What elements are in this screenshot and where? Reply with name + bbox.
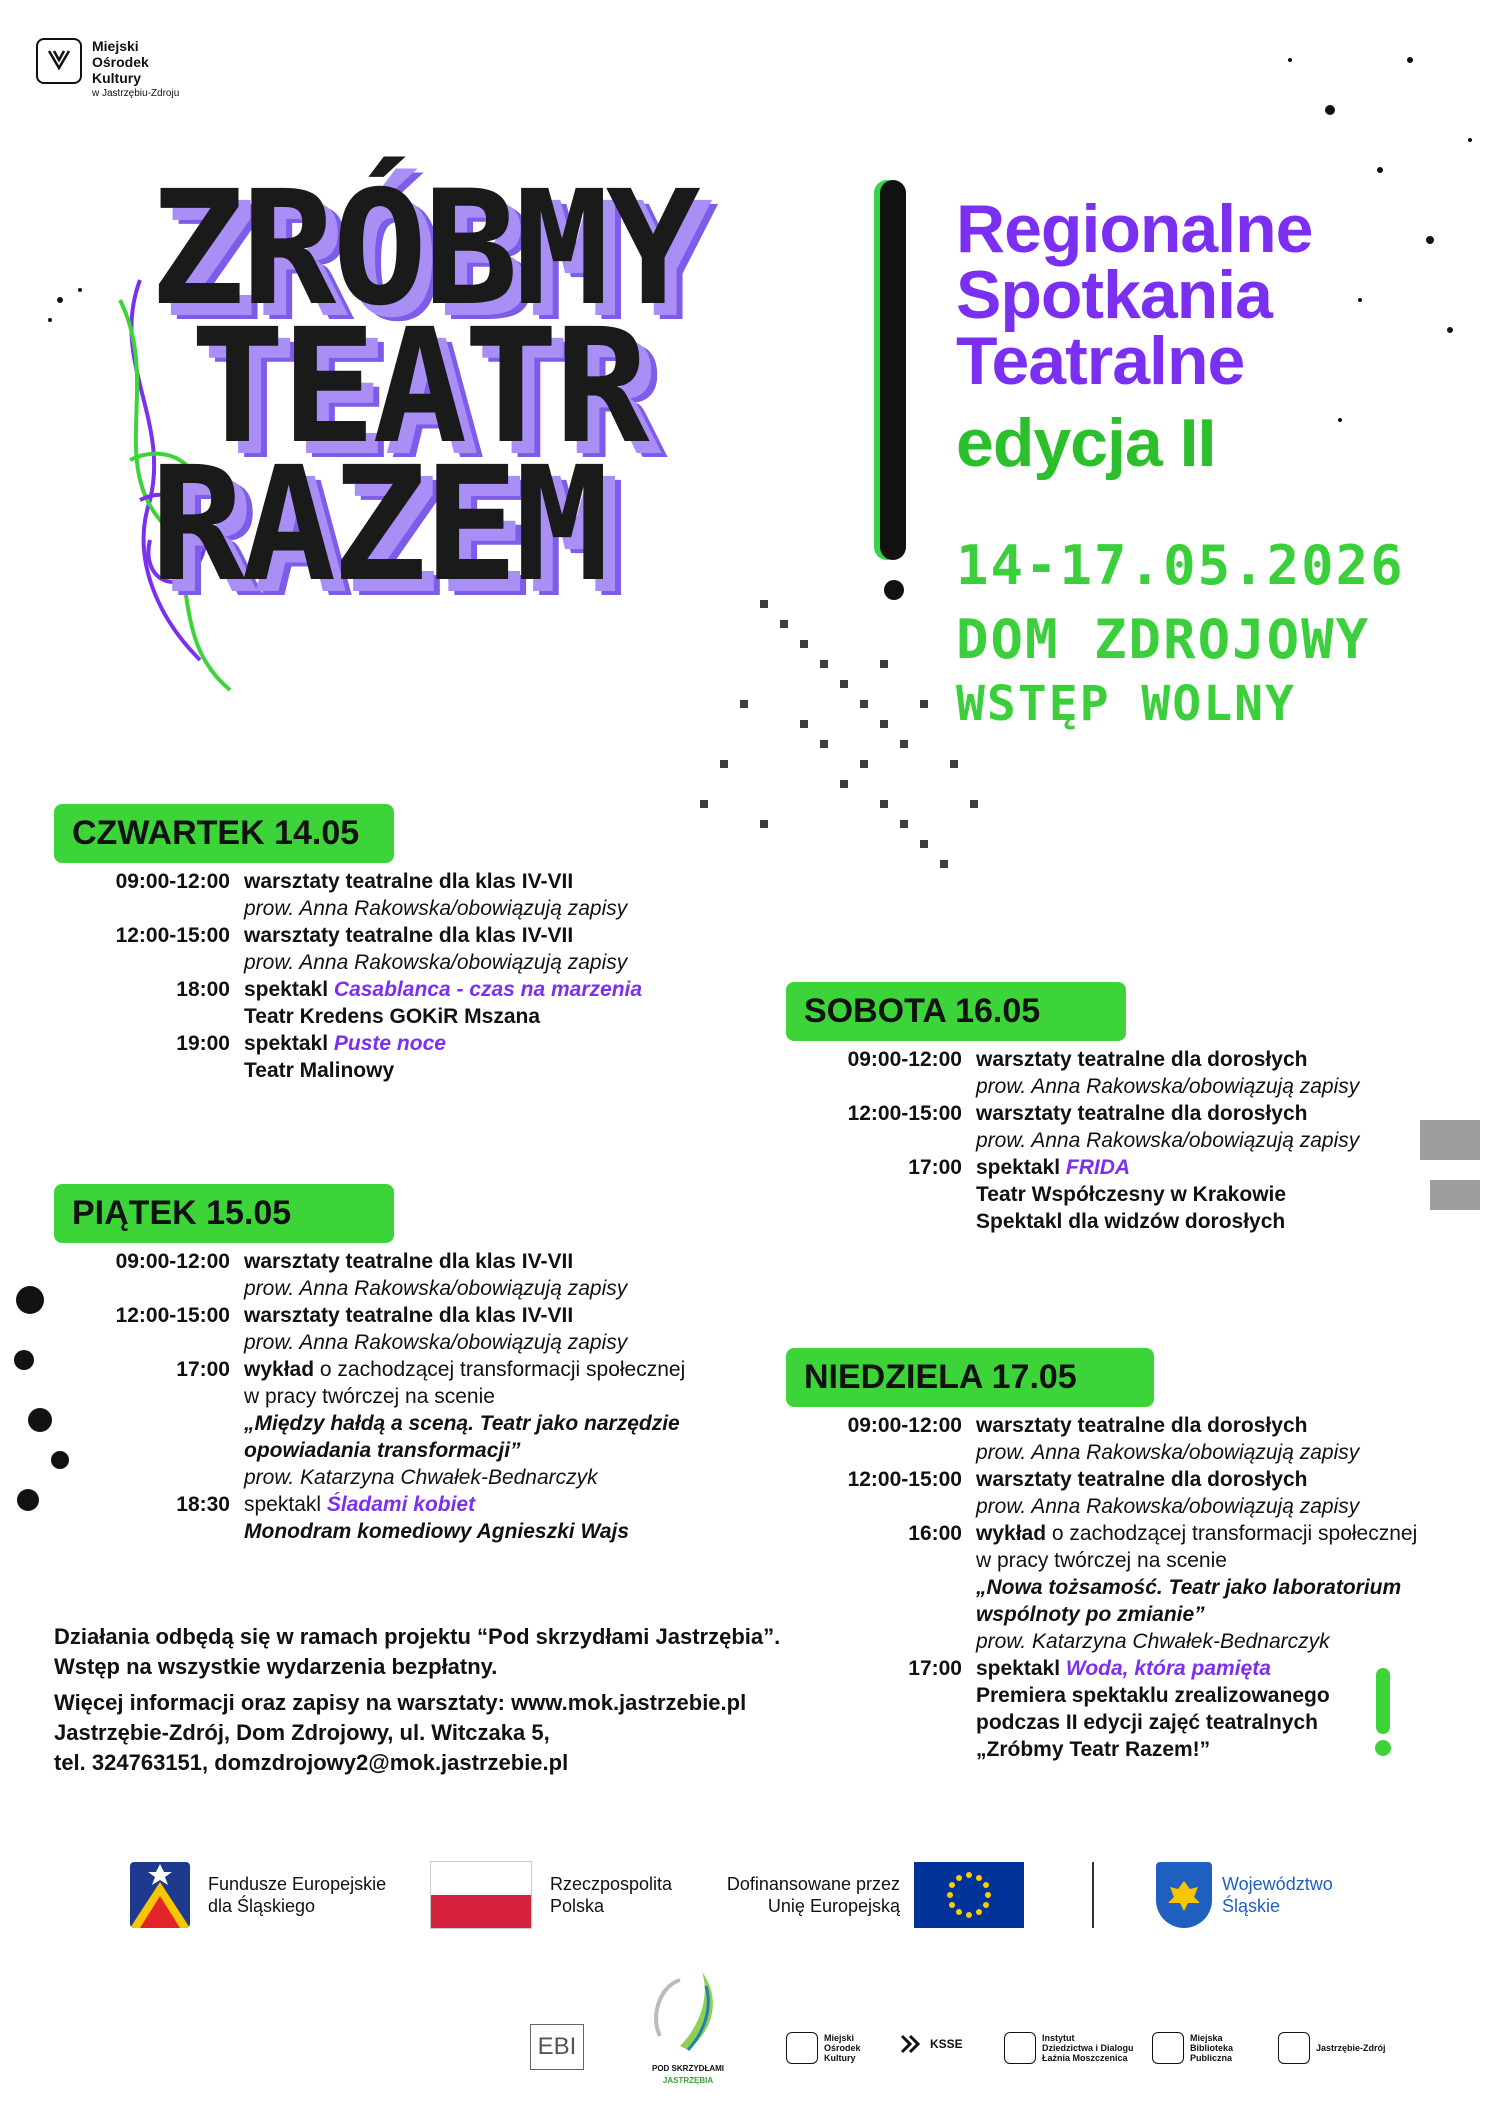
mbp-logo — [1152, 2032, 1233, 2064]
lecture-title: „Między hałdą a sceną. Teatr jako narzędzie — [244, 1412, 680, 1435]
item-time: 18:00 — [176, 978, 230, 1001]
item-note: Teatr Malinowy — [244, 1059, 395, 1082]
item-title: warsztaty teatralne dla dorosłych — [976, 1468, 1308, 1491]
rp-line2: Polska — [550, 1896, 605, 1916]
organizer-line4: w Jastrzębiu-Zdroju — [92, 88, 180, 99]
info-line5[interactable]: tel. 324763151, domzdrojowy2@mok.jastrzebie.pl — [54, 1750, 569, 1775]
item-rest: o zachodzącej transformacji społecznej — [319, 1358, 686, 1381]
item-time: 16:00 — [908, 1522, 962, 1545]
item-note: Teatr Kredens GOKiR Mszana — [244, 1005, 541, 1028]
day-label: CZWARTEK 14.05 — [54, 804, 394, 863]
schedule-item — [786, 1154, 1466, 1235]
ebi-logo — [530, 2024, 584, 2070]
info-block — [54, 1622, 780, 1778]
schedule-saturday — [786, 1046, 1466, 1235]
inst-l3: Łaźnia Moszczenica — [1042, 2053, 1128, 2063]
organizer-line3: Kultury — [92, 70, 141, 86]
item-title: warsztaty teatralne dla dorosłych — [976, 1414, 1308, 1437]
item-time: 17:00 — [908, 1657, 962, 1680]
eu-flag-icon — [914, 1862, 1024, 1928]
schedule-friday — [54, 1248, 774, 1545]
wsl-text — [1222, 1873, 1333, 1917]
item-note: Teatr Współczesny w Krakowie — [976, 1183, 1287, 1206]
mbp-icon — [1152, 2032, 1184, 2064]
item-note: Monodram komediowy Agnieszki Wajs — [244, 1520, 630, 1543]
organizer-line2: Ośrodek — [92, 54, 149, 70]
item-note: prow. Anna Rakowska/obowiązują zapisy — [976, 1441, 1360, 1464]
event-name-line2: Spotkania — [956, 257, 1272, 333]
item-note-2: Spektakl dla widzów dorosłych — [976, 1210, 1286, 1233]
item-kind: spektakl — [244, 1493, 322, 1516]
schedule-item — [54, 1302, 774, 1356]
title-line3: RAZEM — [150, 433, 606, 617]
mok-small-l2: Ośrodek — [824, 2043, 861, 2053]
inst-logo — [1004, 2032, 1134, 2064]
organizer-line1: Miejski — [92, 38, 139, 54]
item-time: 09:00-12:00 — [115, 870, 230, 893]
day-thursday — [54, 804, 394, 863]
ksse-icon — [900, 2032, 924, 2056]
item-note: prow. Katarzyna Chwałek-Bednarczyk — [244, 1466, 598, 1489]
jz-icon — [1278, 2032, 1310, 2064]
ksse-text: KSSE — [930, 2037, 963, 2051]
psj-line2: JASTRZĘBIA — [662, 2076, 714, 2085]
item-note: prow. Anna Rakowska/obowiązują zapisy — [244, 951, 628, 974]
performance-title: FRIDA — [1065, 1156, 1131, 1179]
fe-line1: Fundusze Europejskie — [208, 1874, 387, 1894]
mok-small-l1: Miejski — [824, 2033, 855, 2043]
mbp-l3: Publiczna — [1190, 2053, 1233, 2063]
psj-logo — [640, 1966, 736, 2086]
event-name — [956, 191, 1313, 399]
info-line2: Wstęp na wszystkie wydarzenia bezpłatny. — [54, 1654, 498, 1679]
item-time: 09:00-12:00 — [847, 1414, 962, 1437]
day-label: NIEDZIELA 17.05 — [786, 1348, 1154, 1407]
wsl-line2: Śląskie — [1222, 1896, 1281, 1916]
schedule-item — [54, 1248, 774, 1302]
schedule-item — [786, 1655, 1466, 1763]
item-kind: wykład — [976, 1522, 1047, 1545]
jz-text: Jastrzębie-Zdrój — [1316, 2043, 1386, 2053]
rp-text — [550, 1873, 710, 1917]
item-note: prow. Anna Rakowska/obowiązują zapisy — [244, 1277, 628, 1300]
schedule-item — [786, 1046, 1466, 1100]
event-name-line1: Regionalne — [956, 191, 1313, 267]
performance-title: Woda, która pamięta — [1065, 1657, 1271, 1680]
item-time: 12:00-15:00 — [115, 924, 230, 947]
item-note: prow. Anna Rakowska/obowiązują zapisy — [244, 897, 628, 920]
item-title: warsztaty teatralne dla dorosłych — [976, 1048, 1308, 1071]
item-note: prow. Katarzyna Chwałek-Bednarczyk — [976, 1630, 1330, 1653]
item-note: prow. Anna Rakowska/obowiązują zapisy — [976, 1129, 1360, 1152]
item-kind: spektakl — [976, 1156, 1061, 1179]
mok-small-l3: Kultury — [824, 2053, 856, 2063]
fe-logo-icon — [130, 1862, 190, 1928]
partner-logos — [530, 1966, 1410, 2086]
item-time: 17:00 — [908, 1156, 962, 1179]
performance-title: Śladami kobiet — [326, 1493, 476, 1516]
event-entry: WSTĘP WOLNY — [956, 676, 1296, 732]
item-time: 09:00-12:00 — [115, 1250, 230, 1273]
item-time: 17:00 — [176, 1358, 230, 1381]
exclamation-bar — [880, 180, 906, 560]
schedule-item — [54, 1491, 774, 1545]
eu-line1: Dofinansowane przez — [726, 1874, 900, 1894]
day-label: PIĄTEK 15.05 — [54, 1184, 394, 1243]
lecture-title-cont: wspólnoty po zmianie” — [976, 1603, 1205, 1626]
event-venue: DOM ZDROJOWY — [956, 608, 1371, 671]
item-line: w pracy twórczej na scenie — [244, 1385, 495, 1408]
schedule-item — [786, 1100, 1466, 1154]
ebi-mark: EBI — [530, 2024, 584, 2070]
item-rest: o zachodzącej transformacji społecznej — [1051, 1522, 1418, 1545]
item-kind: spektakl — [244, 978, 329, 1001]
info-line1: Działania odbędą się w ramach projektu “Pod skrzydłami Jastrzębia”. — [54, 1624, 781, 1649]
eagle-crest-icon — [1156, 1862, 1212, 1928]
item-kind: wykład — [244, 1358, 315, 1381]
eu-text — [710, 1873, 900, 1917]
eu-line2: Unię Europejską — [767, 1896, 900, 1916]
item-time: 09:00-12:00 — [847, 1048, 962, 1071]
schedule-item — [54, 1356, 774, 1491]
event-edition: edycja II — [956, 405, 1216, 481]
fe-text — [208, 1873, 418, 1917]
info-line3[interactable]: Więcej informacji oraz zapisy na warsztaty: www.mok.jastrzebie.pl — [54, 1690, 747, 1715]
exclamation-dot — [884, 580, 904, 600]
item-note-3: „Zróbmy Teatr Razem!” — [976, 1738, 1211, 1761]
item-line: w pracy twórczej na scenie — [976, 1549, 1227, 1572]
organizer-logo — [36, 38, 179, 102]
title-line2: TEATR — [190, 295, 646, 479]
performance-title: Casablanca - czas na marzenia — [333, 978, 643, 1001]
item-title: warsztaty teatralne dla klas IV-VII — [244, 924, 574, 947]
schedule-sunday — [786, 1412, 1466, 1763]
item-title: warsztaty teatralne dla klas IV-VII — [244, 870, 574, 893]
event-dates: 14-17.05.2026 — [956, 534, 1405, 597]
inst-icon — [1004, 2032, 1036, 2064]
inst-l2: Dziedzictwa i Dialogu — [1042, 2043, 1134, 2053]
mbp-l1: Miejska — [1190, 2033, 1223, 2043]
mok-small-icon — [786, 2032, 818, 2064]
fe-line2: dla Śląskiego — [208, 1896, 316, 1916]
schedule-item — [786, 1466, 1466, 1520]
schedule-item — [54, 1030, 774, 1084]
rp-line1: Rzeczpospolita — [550, 1874, 673, 1894]
item-time: 12:00-15:00 — [115, 1304, 230, 1327]
mbp-l2: Biblioteka — [1190, 2043, 1234, 2053]
main-title — [150, 157, 890, 617]
divider — [1092, 1862, 1094, 1928]
item-note: prow. Anna Rakowska/obowiązują zapisy — [976, 1075, 1360, 1098]
lecture-title-cont: opowiadania transformacji” — [244, 1439, 521, 1462]
lecture-title: „Nowa tożsamość. Teatr jako laboratorium — [976, 1576, 1402, 1599]
day-friday — [54, 1184, 394, 1243]
item-note: Premiera spektaklu zrealizowanego — [976, 1684, 1330, 1707]
wsl-line1: Województwo — [1222, 1874, 1333, 1894]
funders-bar — [130, 1858, 1390, 1932]
item-time: 12:00-15:00 — [847, 1102, 962, 1125]
item-title: warsztaty teatralne dla klas IV-VII — [244, 1250, 574, 1273]
schedule-item — [786, 1412, 1466, 1466]
title-line1: ZRÓBMY — [150, 157, 697, 341]
event-name-line3: Teatralne — [956, 323, 1245, 399]
day-saturday — [786, 982, 1126, 1041]
schedule-item — [54, 868, 774, 922]
poland-flag-icon — [430, 1861, 532, 1929]
ksse-logo — [900, 2032, 963, 2056]
day-sunday — [786, 1348, 1154, 1407]
item-time: 18:30 — [176, 1493, 230, 1516]
inst-l1: Instytut — [1042, 2033, 1075, 2043]
item-title: warsztaty teatralne dla klas IV-VII — [244, 1304, 574, 1327]
item-note: prow. Anna Rakowska/obowiązują zapisy — [244, 1331, 628, 1354]
item-title: warsztaty teatralne dla dorosłych — [976, 1102, 1308, 1125]
mok-icon — [36, 38, 82, 84]
schedule-thursday — [54, 868, 774, 1084]
item-kind: spektakl — [244, 1032, 329, 1055]
wing-icon — [640, 1966, 736, 2062]
item-note: prow. Anna Rakowska/obowiązują zapisy — [976, 1495, 1360, 1518]
schedule-item — [54, 976, 774, 1030]
schedule-item — [54, 922, 774, 976]
item-time: 19:00 — [176, 1032, 230, 1055]
item-time: 12:00-15:00 — [847, 1468, 962, 1491]
performance-title: Puste noce — [333, 1032, 446, 1055]
mok-small-logo — [786, 2032, 861, 2064]
item-note-2: podczas II edycji zajęć teatralnych — [976, 1711, 1318, 1734]
item-kind: spektakl — [976, 1657, 1061, 1680]
day-label: SOBOTA 16.05 — [786, 982, 1126, 1041]
psj-line1: POD SKRZYDŁAMI — [652, 2064, 724, 2073]
info-line4: Jastrzębie-Zdrój, Dom Zdrojowy, ul. Witczaka 5, — [54, 1720, 550, 1745]
schedule-item — [786, 1520, 1466, 1655]
jz-logo — [1278, 2032, 1386, 2064]
